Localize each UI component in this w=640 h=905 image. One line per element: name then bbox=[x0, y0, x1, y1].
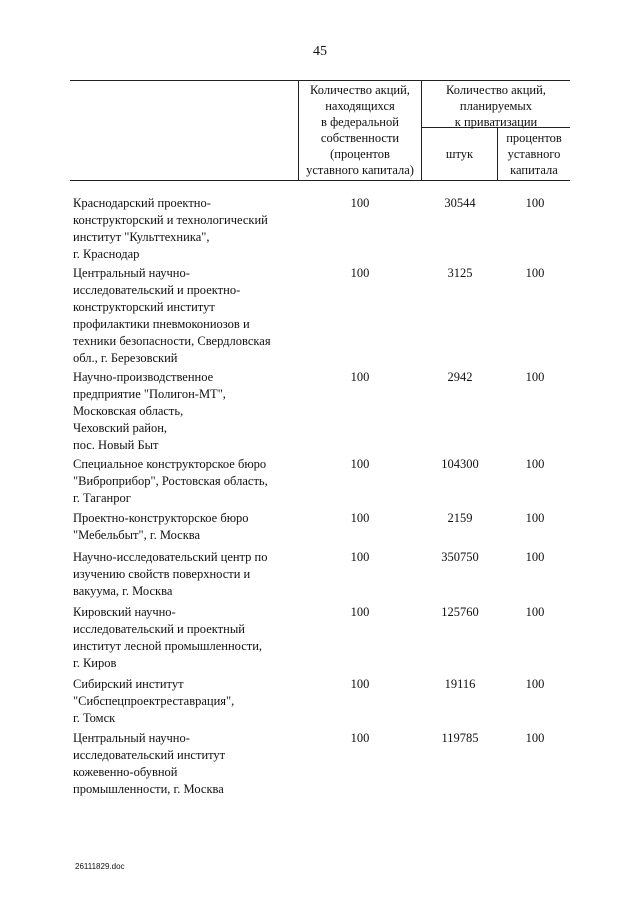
capital-percent: 100 bbox=[525, 677, 545, 691]
header-planned-shares: Количество акций, планируемых к приватизации bbox=[446, 83, 546, 129]
federal-percent: 100 bbox=[350, 731, 370, 745]
federal-percent: 100 bbox=[350, 511, 370, 525]
organization-name: Специальное конструкторское бюро "Виброприбор", Ростовская область, г. Таганрог bbox=[73, 457, 268, 505]
capital-percent: 100 bbox=[525, 266, 545, 280]
organization-name: Научно-исследовательский центр по изучению свойств поверхности и вакуума, г. Москва bbox=[73, 550, 268, 598]
header-bottom-rule bbox=[70, 180, 570, 181]
capital-percent: 100 bbox=[525, 511, 545, 525]
document-filename: 26111829.doc bbox=[75, 862, 125, 871]
organization-name: Сибирский институт "Сибспецпроектреставрация", г. Томск bbox=[73, 677, 235, 725]
federal-percent: 100 bbox=[350, 550, 370, 564]
organization-name: Центральный научно- исследовательский институт кожевенно-обувной промышленности, г. Москва bbox=[73, 731, 226, 796]
organization-name: Проектно-конструкторское бюро "Мебельбыт", г. Москва bbox=[73, 511, 249, 542]
capital-percent: 100 bbox=[525, 605, 545, 619]
federal-percent: 100 bbox=[350, 677, 370, 691]
organization-name: Краснодарский проектно- конструкторский и технологический институт "Культтехника", г. Краснодар bbox=[73, 196, 268, 261]
shares-count: 119785 bbox=[441, 731, 479, 745]
federal-percent: 100 bbox=[350, 370, 370, 384]
header-pieces: штук bbox=[445, 147, 474, 161]
capital-percent: 100 bbox=[525, 196, 545, 210]
capital-percent: 100 bbox=[525, 731, 545, 745]
capital-percent: 100 bbox=[525, 457, 545, 471]
page-number: 45 bbox=[313, 44, 327, 59]
header-percent: процентов уставного капитала bbox=[506, 131, 562, 177]
header-top-rule bbox=[70, 80, 570, 81]
federal-percent: 100 bbox=[350, 266, 370, 280]
shares-count: 2159 bbox=[447, 511, 473, 525]
shares-count: 3125 bbox=[447, 266, 473, 280]
shares-count: 350750 bbox=[441, 550, 479, 564]
federal-percent: 100 bbox=[350, 605, 370, 619]
shares-count: 125760 bbox=[441, 605, 479, 619]
shares-count: 30544 bbox=[444, 196, 476, 210]
shares-count: 104300 bbox=[441, 457, 479, 471]
organization-name: Кировский научно- исследовательский и проектный институт лесной промышленности, г. Киров bbox=[73, 605, 263, 670]
organization-name: Научно-производственное предприятие "Полигон-МТ", Московская область, Чеховский район, пос. Новый Быт bbox=[73, 370, 226, 452]
organization-name: Центральный научно- исследовательский и проектно- конструкторский институт профилактики пневмокониозов и техники безопасности, Свердловская обл., г. Березовский bbox=[73, 266, 271, 365]
shares-count: 2942 bbox=[447, 370, 473, 384]
federal-percent: 100 bbox=[350, 457, 370, 471]
capital-percent: 100 bbox=[525, 550, 545, 564]
federal-percent: 100 bbox=[350, 196, 370, 210]
capital-percent: 100 bbox=[525, 370, 545, 384]
shares-count: 19116 bbox=[444, 677, 476, 691]
header-federal-shares: Количество акций, находящихся в федеральной собственности (процентов уставного капитала) bbox=[306, 83, 414, 177]
